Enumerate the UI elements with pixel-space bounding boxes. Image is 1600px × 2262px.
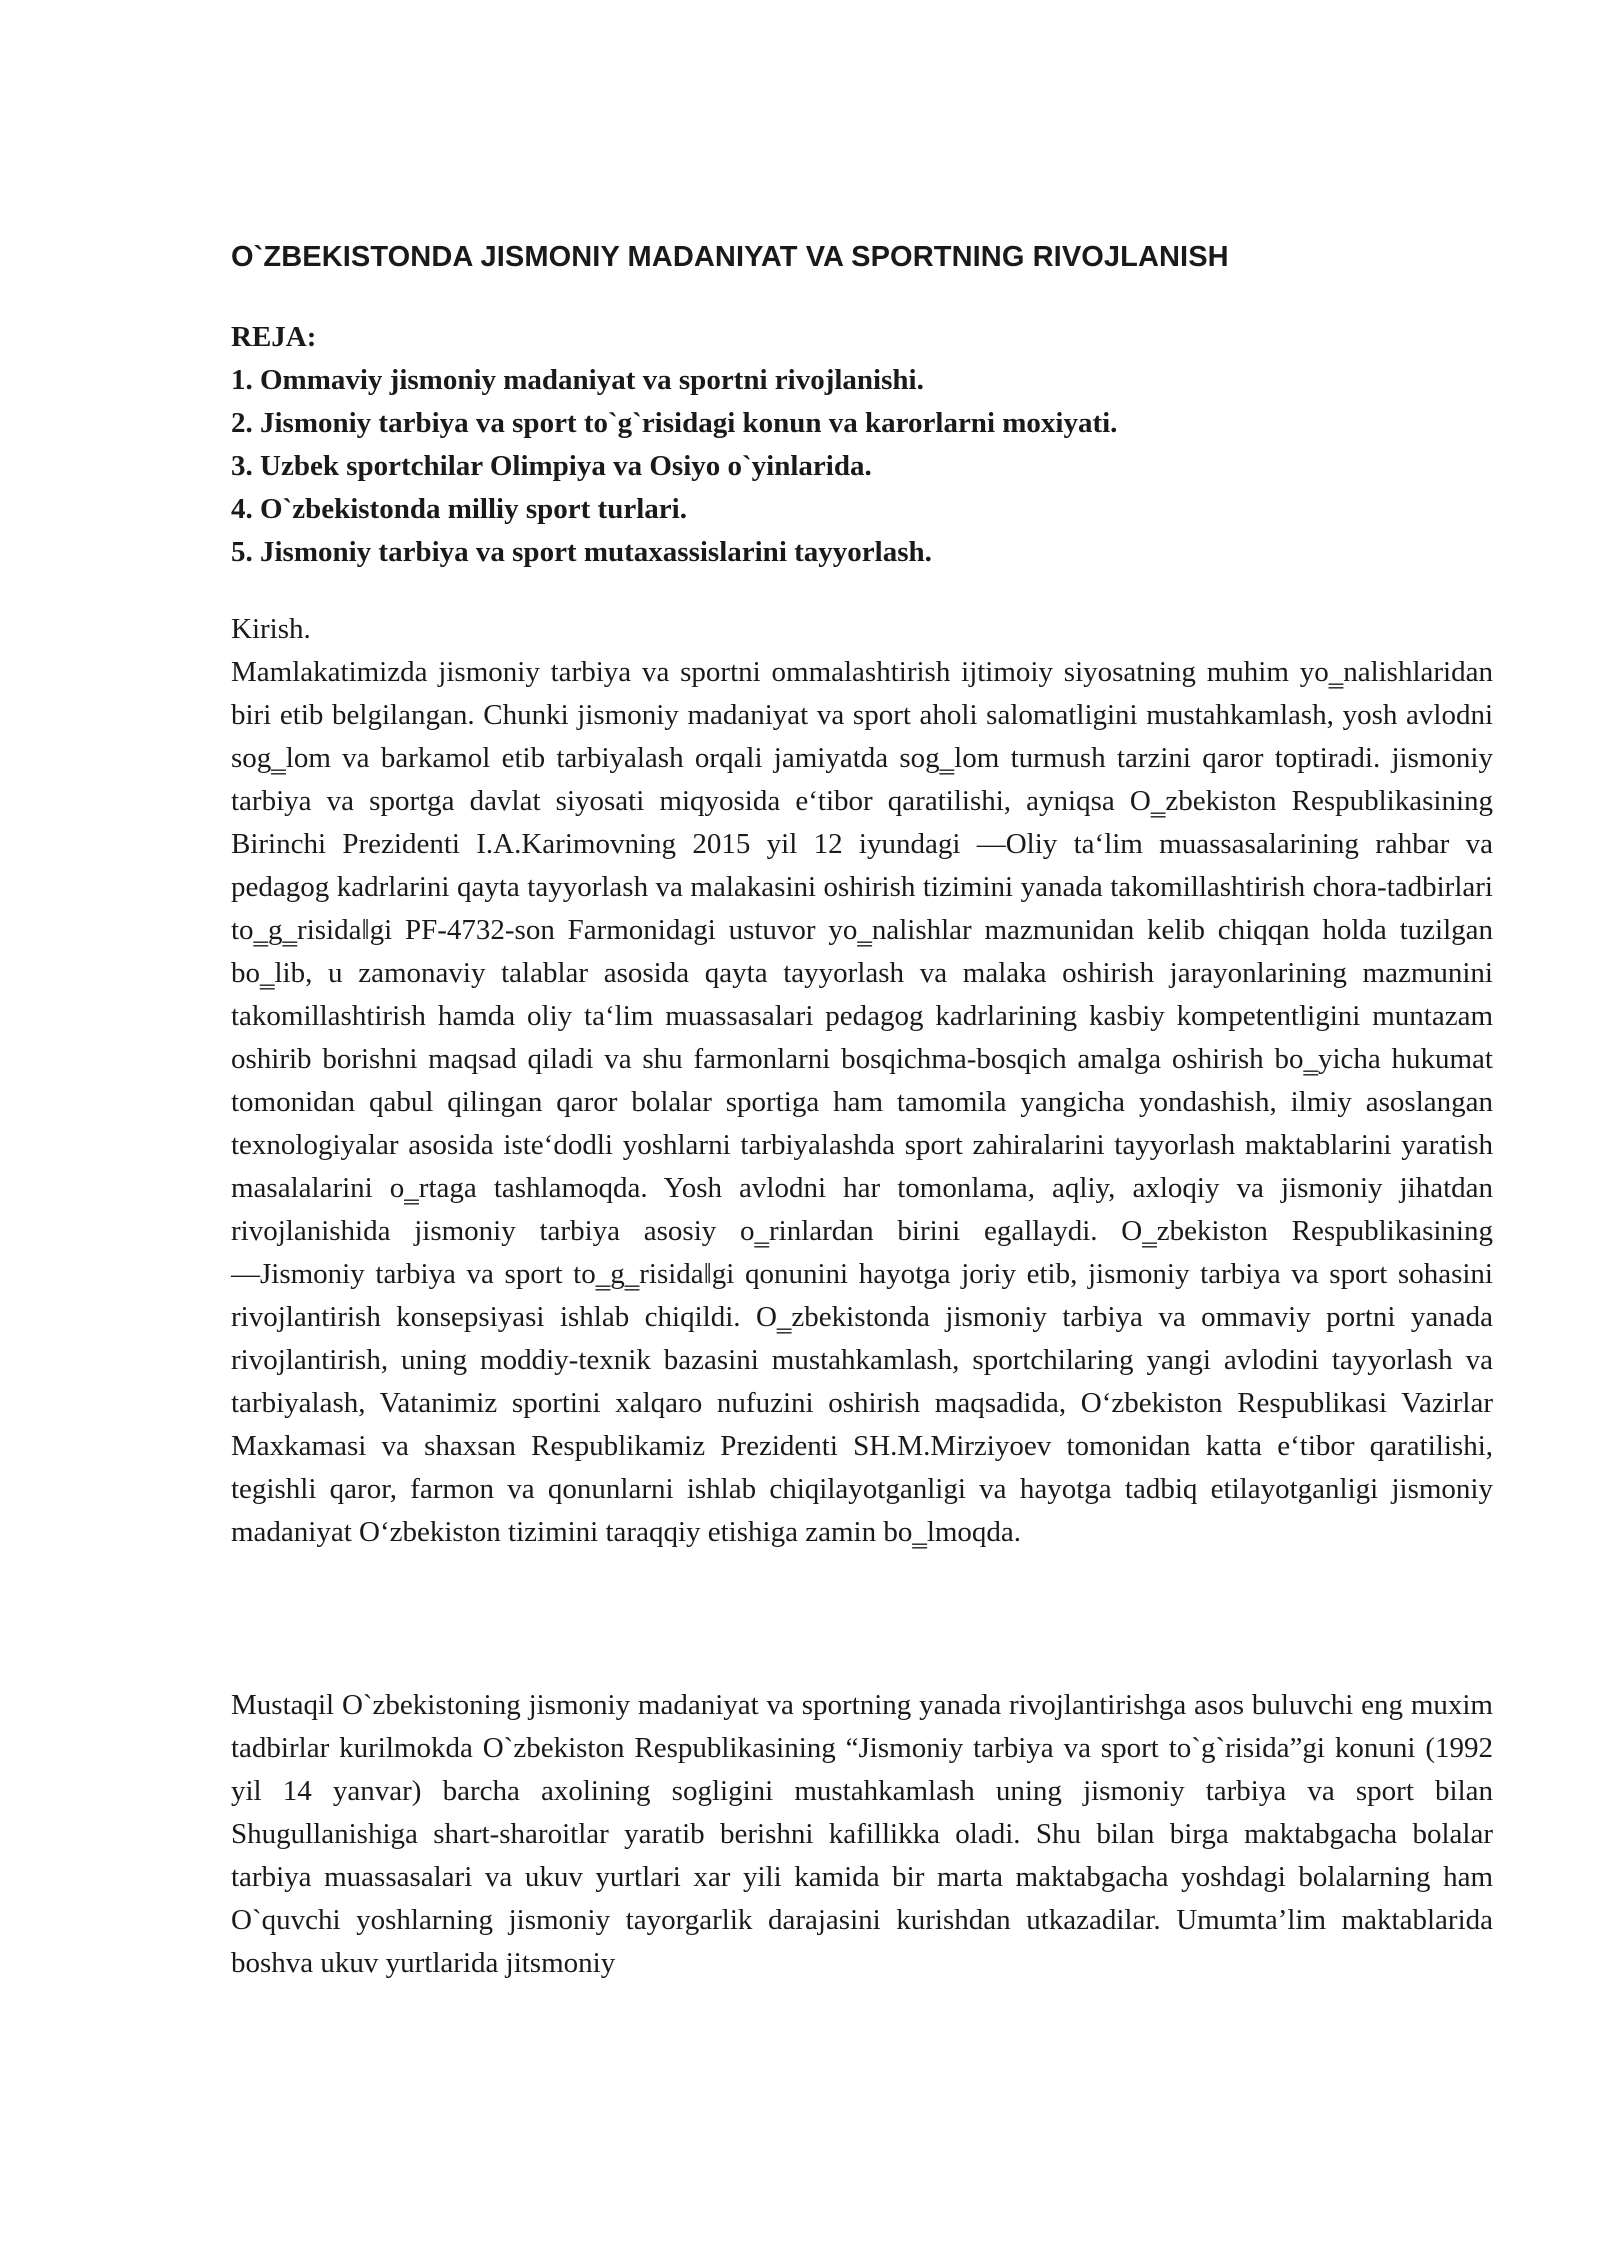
body-paragraph: Mustaqil O`zbekistoning jismoniy madaniyat va sportning yanada rivojlantirishga asos buluvchi eng muxim tadbirlar kurilmokda O`zbekiston Respublikasining “Jismoniy tarbiya va sport to`g`risida”gi konuni (1992 yil 14 yanvar) barcha axolining sogligini mustahkamlash uning jismoniy tarbiya va sport bilan Shugullanishiga shart-sharoitlar yaratib berishni kafillikka oladi. Shu bilan birga maktabgacha bolalar tarbiya muassasalari va ukuv yurtlari xar yili kamida bir marta maktabgacha yoshdagi bolalarning ham O`quvchi yoshlarning jismoniy tayorgarlik darajasini kurishdan utkazadilar. Umumta’lim maktablarida boshva ukuv yurtlarida jitsmoniy	[231, 1689, 1493, 1979]
plan-item: 5. Jismoniy tarbiya va sport mutaxassislarini tayyorlash.	[231, 536, 932, 568]
document-title: O`ZBEKISTONDA JISMONIY MADANIYAT VA SPORTNING RIVOJLANISH	[231, 241, 1229, 273]
body-paragraph: Mamlakatimizda jismoniy tarbiya va sportni ommalashtirish ijtimoiy siyosatning muhim yo‗nalishlaridan biri etib belgilangan. Chunki jismoniy madaniyat va sport aholi salomatligini mustahkamlash, yosh avlodni sog‗lom va barkamol etib tarbiyalash orqali jamiyatda sog‗lom turmush tarzini qaror toptiradi. jismoniy tarbiya va sportga davlat siyosati miqyosida e‘tibor qaratilishi, ayniqsa O‗zbekiston Respublikasining Birinchi Prezidenti I.A.Karimovning 2015 yil 12 iyundagi ―Oliy ta‘lim muassasalarining rahbar va pedagog kadrlarini qayta tayyorlash va malakasini oshirish tizimini yanada takomillashtirish chora-tadbirlari to‗g‗risida‖gi PF-4732-son Farmonidagi ustuvor yo‗nalishlar mazmunidan kelib chiqqan holda tuzilgan bo‗lib, u zamonaviy talablar asosida qayta tayyorlash va malaka oshirish jarayonlarining mazmunini takomillashtirish hamda oliy ta‘lim muassasalari pedagog kadrlarining kasbiy kompetentligini muntazam oshirib borishni maqsad qiladi va shu farmonlarni bosqichma-bosqich amalga oshirish bo‗yicha hukumat tomonidan qabul qilingan qaror bolalar sportiga ham tamomila yangicha yondashish, ilmiy asoslangan texnologiyalar asosida iste‘dodli yoshlarni tarbiyalashda sport zahiralarini tayyorlash maktablarini yaratish masalalarini o‗rtaga tashlamoqda. Yosh avlodni har tomonlama, aqliy, axloqiy va jismoniy jihatdan rivojlanishida jismoniy tarbiya asosiy o‗rinlardan birini egallaydi. O‗zbekiston Respublikasining ―Jismoniy tarbiya va sport to‗g‗risida‖gi qonunini hayotga joriy etib, jismoniy tarbiya va sport sohasini rivojlantirish konsepsiyasi ishlab chiqildi. O‗zbekistonda jismoniy tarbiya va ommaviy portni yanada rivojlantirish, uning moddiy-texnik bazasini mustahkamlash, sportchilaring yangi avlodini tayyorlash va tarbiyalash, Vatanimiz sportini xalqaro nufuzini oshirish maqsadida, O‘zbekiston Respublikasi Vazirlar Maxkamasi va shaxsan Respublikamiz Prezidenti SH.M.Mirziyoev tomonidan katta e‘tibor qaratilishi, tegishli qaror, farmon va qonunlarni ishlab chiqilayotganligi va hayotga tadbiq etilayotganligi jismoniy madaniyat O‘zbekiston tizimini taraqqiy etishiga zamin bo‗lmoqda.	[231, 656, 1493, 1548]
intro-heading: Kirish.	[231, 613, 311, 645]
plan-heading: REJA:	[231, 321, 317, 353]
document-content	[231, 236, 1493, 1985]
plan-item: 4. O`zbekistonda milliy sport turlari.	[231, 493, 687, 525]
plan-list	[231, 359, 1493, 574]
plan-item: 2. Jismoniy tarbiya va sport to`g`risidagi konun va karorlarni moxiyati.	[231, 407, 1118, 439]
plan-item: 1. Ommaviy jismoniy madaniyat va sportni rivojlanishi.	[231, 364, 924, 396]
plan-item: 3. Uzbek sportchilar Olimpiya va Osiyo o`yinlarida.	[231, 450, 872, 482]
